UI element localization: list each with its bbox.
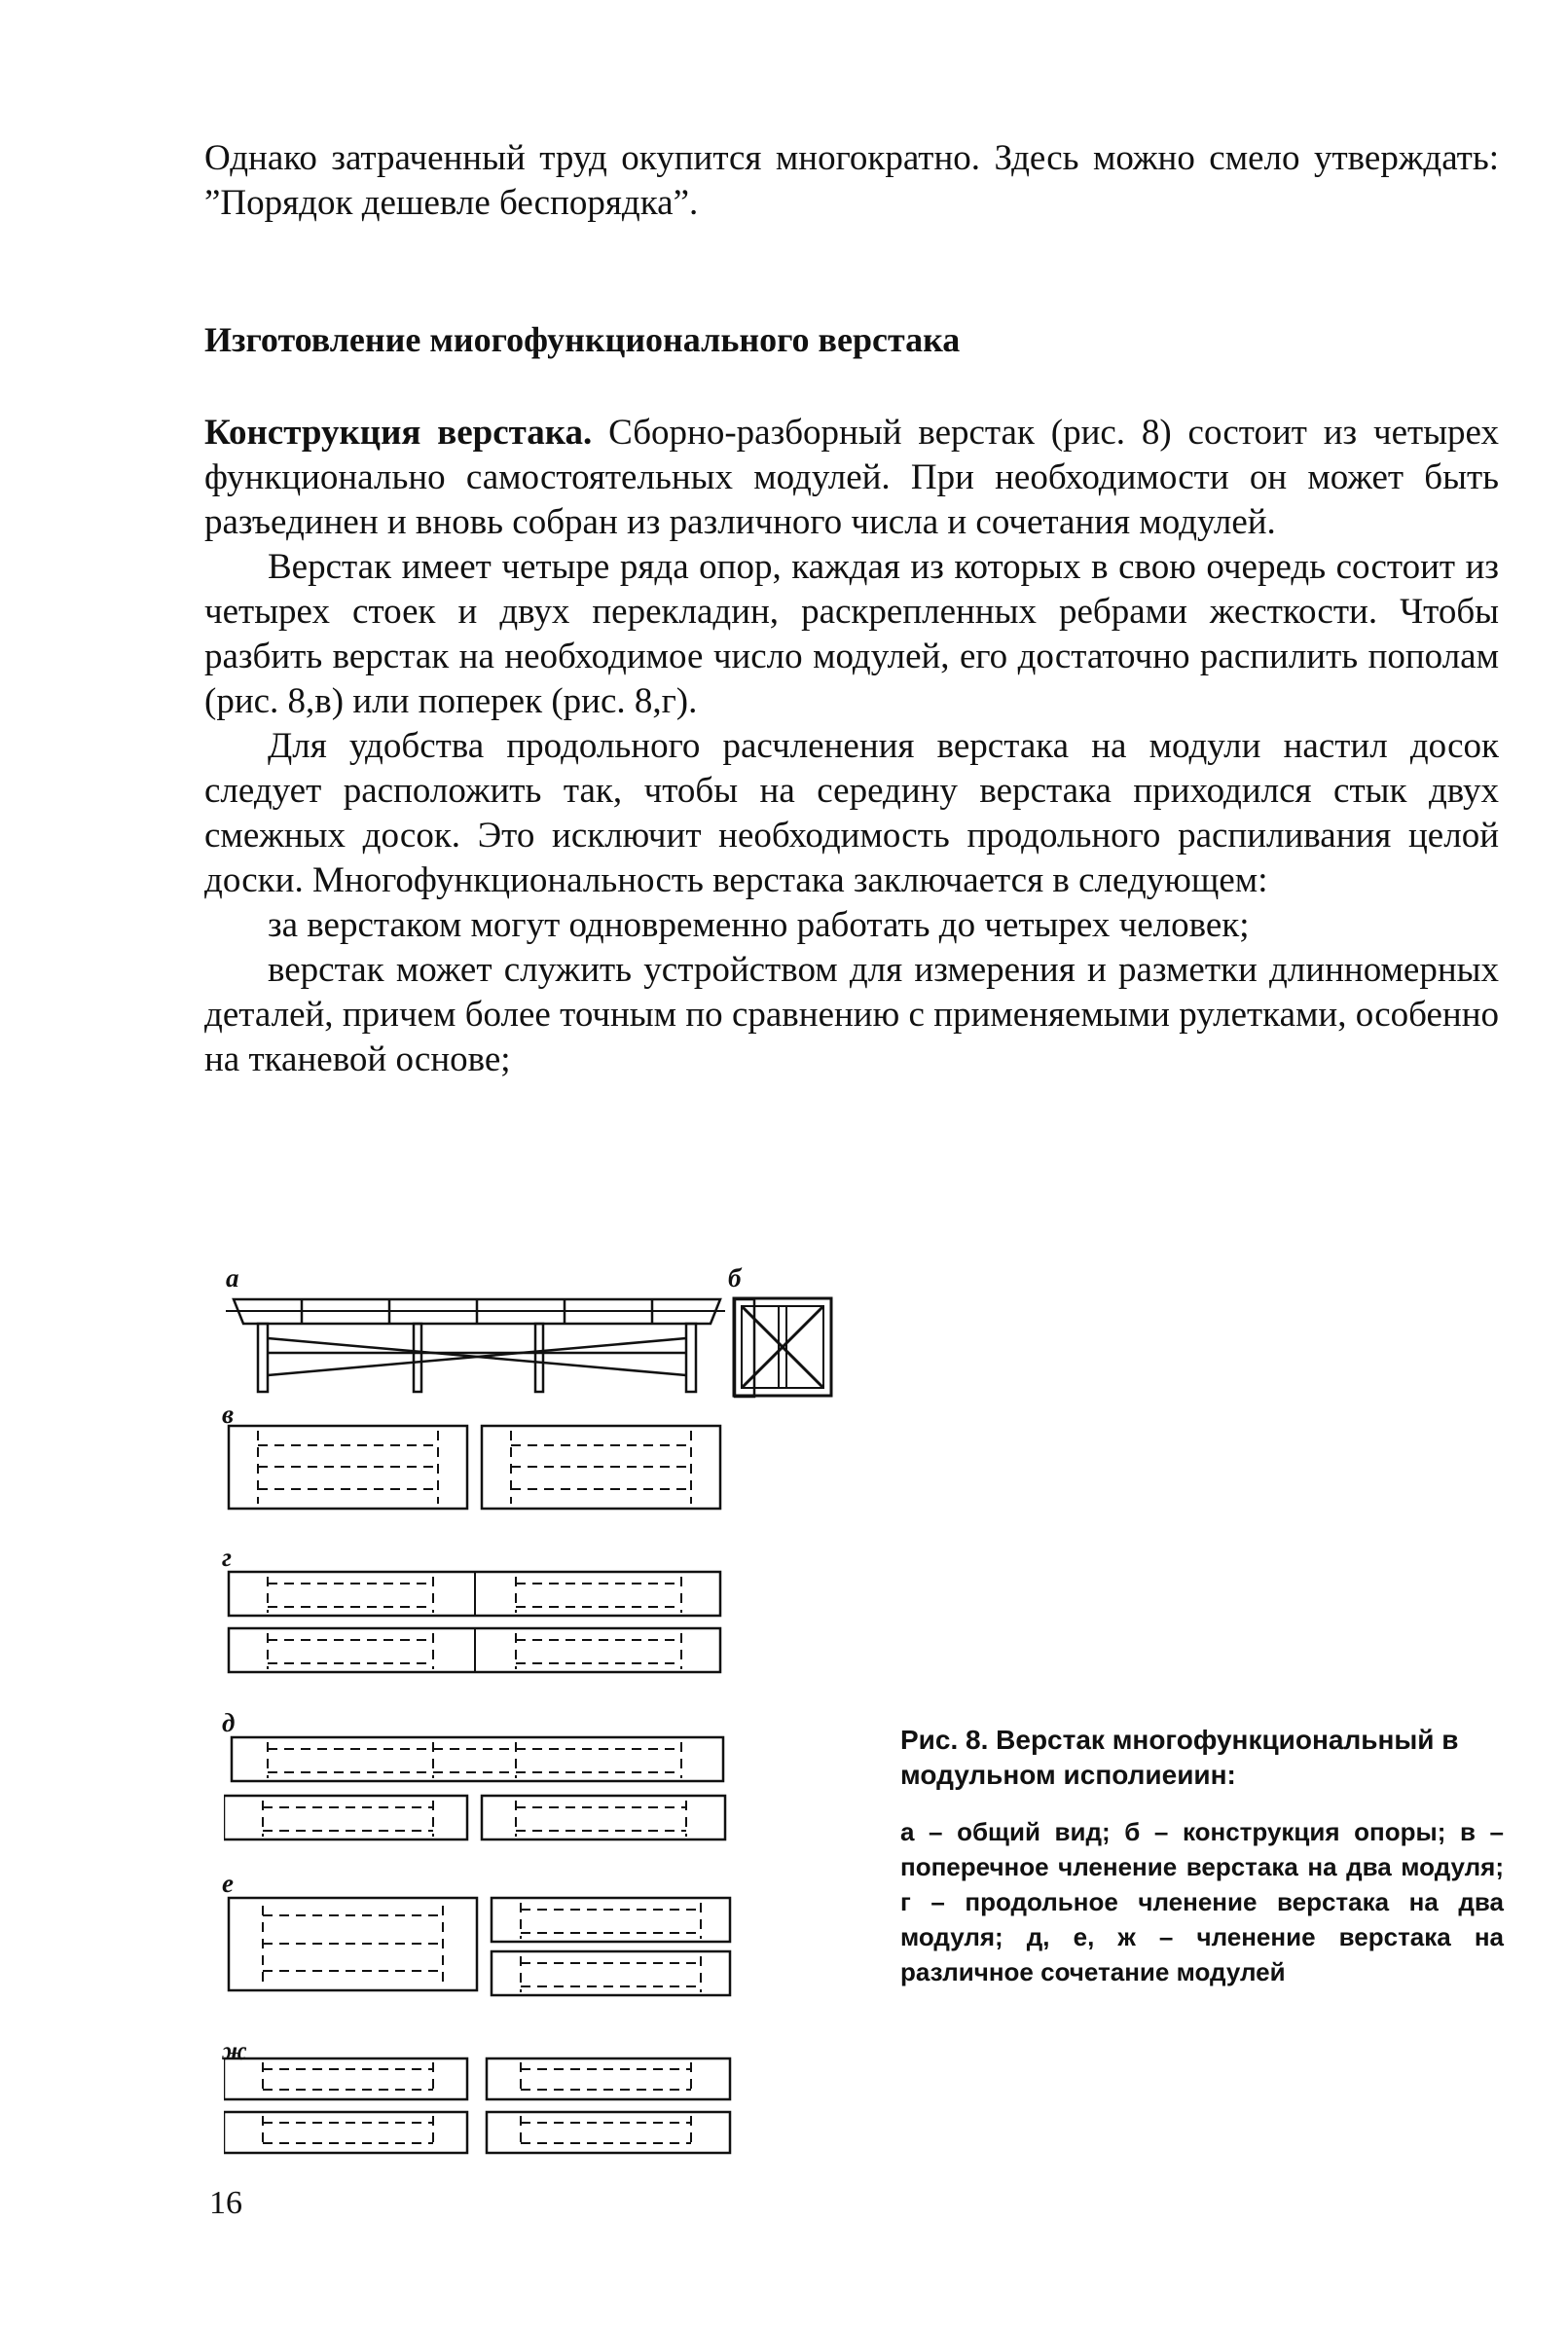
fig-label-b: б [728, 1263, 742, 1293]
fig-label-zh: ж [222, 2036, 247, 2065]
paragraph-4: за верстаком могут одновременно работать до четырех человек; [268, 905, 1250, 945]
plan-v [229, 1426, 720, 1509]
fig-label-a: а [226, 1263, 239, 1293]
fig-label-e: е [222, 1869, 234, 1898]
figure-caption [900, 1723, 1504, 1989]
paragraph-1-rest: Сборно-разборный верстак (рис. 8) состоит из четырех функционально самостоятельных модулей. При необходимости он может быть разъединен и вновь собран из различного числа и сочетания модулей. [204, 413, 1499, 542]
fig-label-g: г [222, 1543, 232, 1572]
plan-zh [224, 2058, 730, 2153]
caption-title: Рис. 8. Верстак многофункциональный в модульном исполиеиин: [900, 1725, 1459, 1790]
intro-paragraph [204, 136, 1499, 226]
paragraph-2: Верстак имеет четыре ряда опор, каждая из которых в свою очередь состоит из четырех стоек и двух перекладин, раскрепленных ребрами жесткости. Чтобы разбить верстак на необходимое число модулей, его достаточно распилить пополам (рис. 8,в) или поперек (рис. 8,г). [204, 547, 1499, 721]
intro-text: Однако затраченный труд окупится многократно. Здесь можно смело утверждать: ”Порядок дешевле беспорядка”. [204, 138, 1499, 223]
general-view-drawing [226, 1299, 725, 1392]
plan-d [224, 1737, 725, 1839]
module-plans [224, 1421, 749, 2161]
body-text [204, 411, 1499, 1082]
paragraph-1-lead: Конструкция верстака. [204, 413, 593, 453]
plan-e [229, 1898, 730, 1995]
page-number: 16 [209, 2185, 242, 2221]
support-detail [730, 1294, 837, 1402]
paragraph-5: верстак может служить устройством для измерения и разметки длинномерных деталей, причем более точным по сравнению с применяемыми рулетками, особенно на тканевой основе; [204, 950, 1499, 1079]
caption-body: а – общий вид; б – конструкция опоры; в – поперечное членение верстака на два модуля; г – продольное членение верстака на два модуля; д, е, ж – членение верстака на различное сочетание модулей [900, 1817, 1504, 1986]
fig-label-v: в [222, 1400, 235, 1429]
plan-g [229, 1572, 720, 1672]
fig-label-d: д [222, 1708, 236, 1737]
paragraph-1 [204, 411, 1499, 545]
section-heading: Изготовление миогофункционального верстака [204, 320, 961, 359]
paragraph-3: Для удобства продольного расчленения верстака на модули настил досок следует расположить так, чтобы на середину верстака приходился стык двух смежных досок. Это исключит необходимость продольного распиливания целой доски. Многофункциональность верстака заключается в следующем: [204, 726, 1499, 900]
